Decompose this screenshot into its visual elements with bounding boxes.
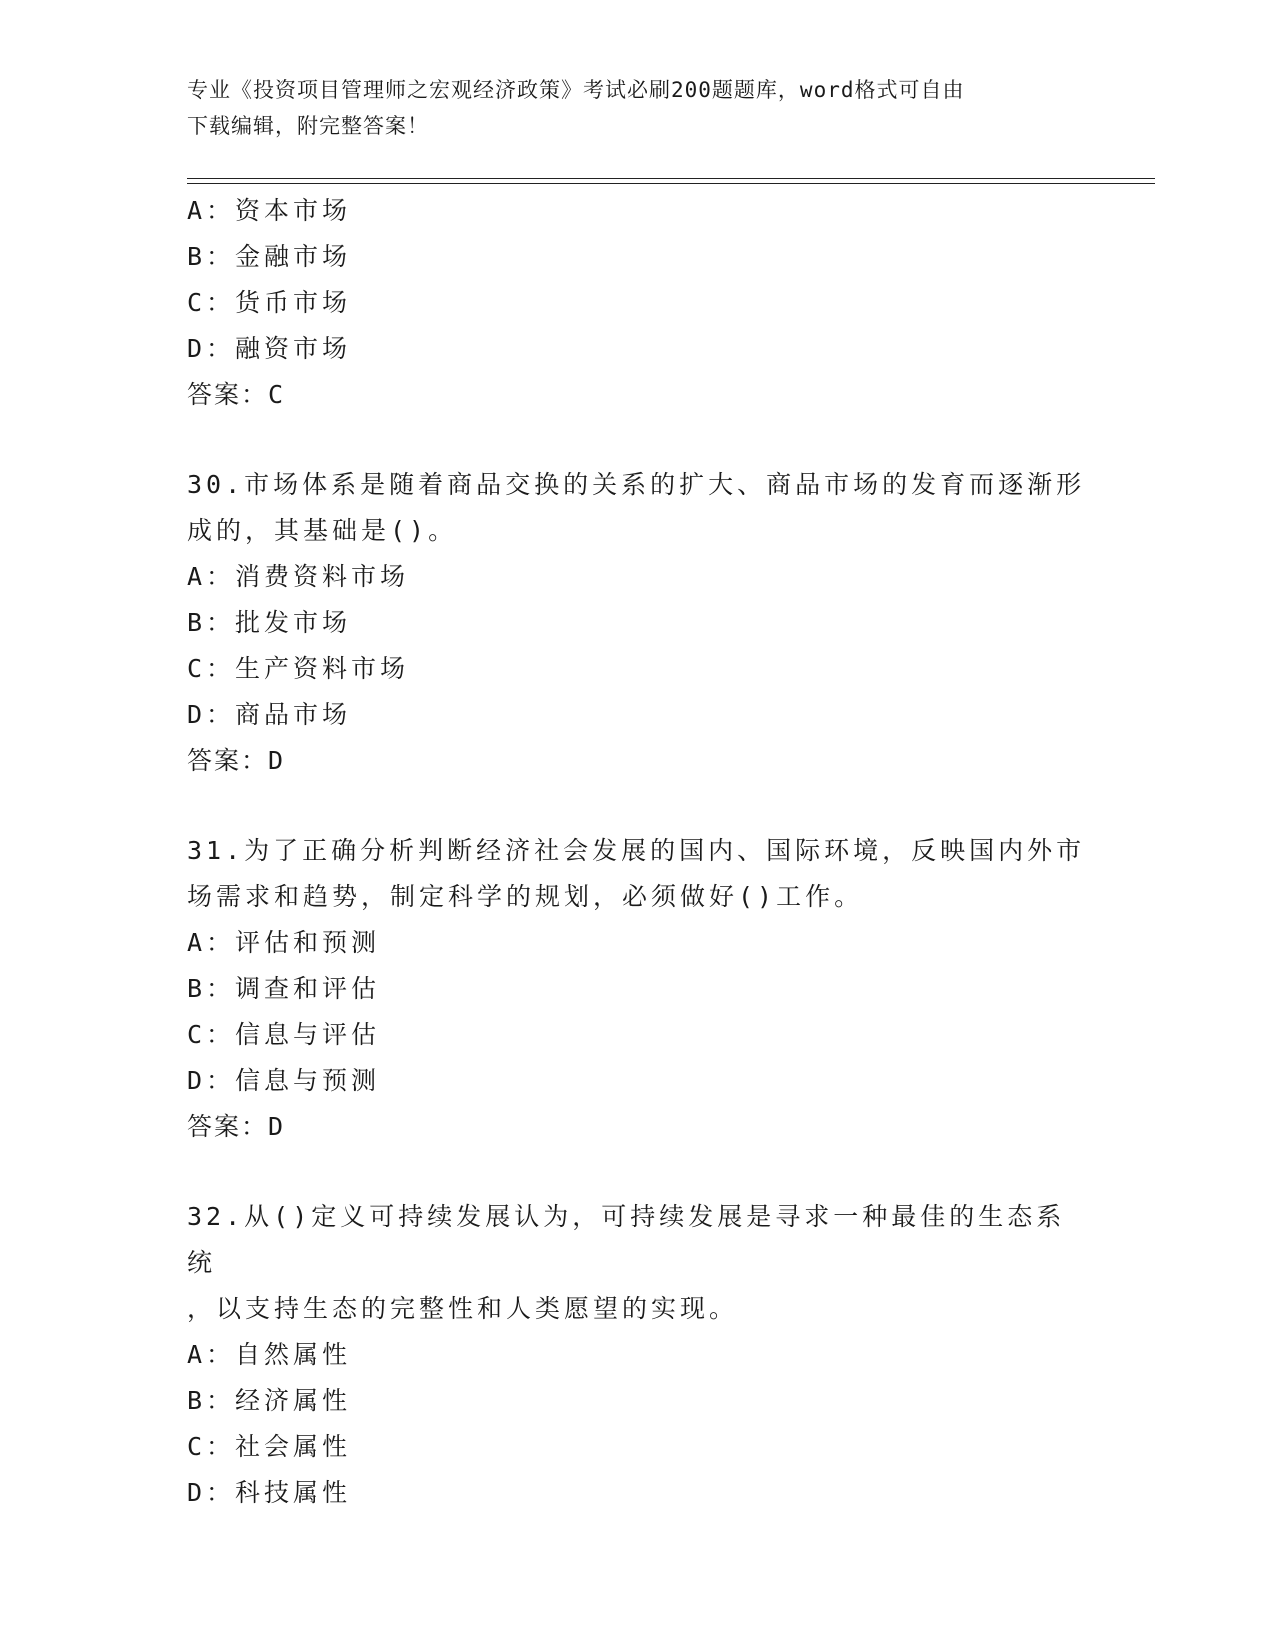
question-stem [187, 462, 1087, 554]
option-c: C：信息与评估 [187, 1020, 381, 1049]
option-a: A：自然属性 [187, 1340, 352, 1369]
option-d: D：信息与预测 [187, 1066, 381, 1095]
option-b: B：批发市场 [187, 608, 352, 637]
question-stem-line-2: 成的，其基础是()。 [187, 516, 458, 545]
option-a: A：评估和预测 [187, 928, 381, 957]
option-d: D：商品市场 [187, 700, 352, 729]
option-b: B：调查和评估 [187, 974, 381, 1003]
option-d: D：科技属性 [187, 1478, 352, 1507]
option-d: D：融资市场 [187, 334, 352, 363]
option-c: C：社会属性 [187, 1432, 352, 1461]
question-stem-line-2: ，以支持生态的完整性和人类愿望的实现。 [187, 1294, 739, 1323]
question-stem-line-2: 场需求和趋势，制定科学的规划，必须做好()工作。 [187, 882, 864, 911]
document-header [187, 72, 1087, 144]
option-b: B：经济属性 [187, 1386, 352, 1415]
question-block-29 [187, 188, 1087, 418]
question-stem [187, 828, 1087, 920]
option-b: B：金融市场 [187, 242, 352, 271]
option-a: A：资本市场 [187, 196, 352, 225]
header-divider [187, 178, 1155, 184]
question-stem-line-1: 32.从()定义可持续发展认为，可持续发展是寻求一种最佳的生态系统 [187, 1202, 1066, 1277]
question-stem-line-1: 31.为了正确分析判断经济社会发展的国内、国际环境，反映国内外市 [187, 836, 1086, 865]
question-block-31 [187, 828, 1087, 1150]
answer-line: 答案：D [187, 746, 286, 775]
question-block-30 [187, 462, 1087, 784]
question-list [187, 188, 1087, 1516]
option-c: C：货币市场 [187, 288, 352, 317]
answer-line: 答案：C [187, 380, 286, 409]
option-c: C：生产资料市场 [187, 654, 410, 683]
header-line-1: 专业《投资项目管理师之宏观经济政策》考试必刷200题题库，word格式可自由 [187, 78, 965, 102]
question-stem [187, 1194, 1087, 1332]
header-line-2: 下载编辑，附完整答案！ [187, 114, 429, 138]
question-stem-line-1: 30.市场体系是随着商品交换的关系的扩大、商品市场的发育而逐渐形 [187, 470, 1086, 499]
answer-line: 答案：D [187, 1112, 286, 1141]
option-a: A：消费资料市场 [187, 562, 410, 591]
question-block-32 [187, 1194, 1087, 1516]
